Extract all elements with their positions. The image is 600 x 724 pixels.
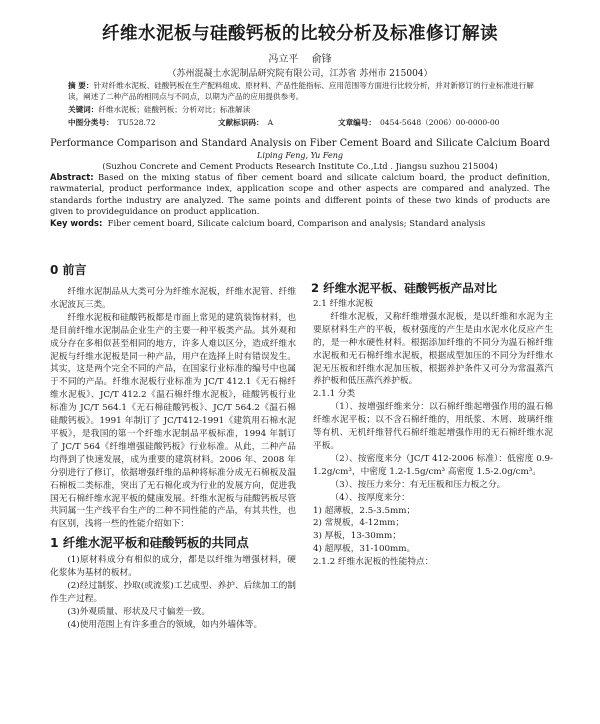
list-item: （1）、按增强纤维来分：以石棉纤维起增强作用的温石棉纤维水泥平板；以不含石棉纤维的，用纸浆、木屑、玻璃纤维等有机、无机纤维替代石棉纤维起增强作用的无石棉纤维水泥平板。: [313, 402, 553, 451]
list-item: (3)外观质量、形状及尺寸偏差一致。: [67, 606, 211, 617]
keywords-cn: [68, 104, 548, 115]
left-column: [50, 262, 296, 632]
english-keywords-label: Key words:: [50, 218, 103, 228]
english-keywords: [50, 218, 550, 228]
doc-code-value: A: [267, 118, 274, 127]
list-item: 3) 厚板，13-30mm；: [313, 531, 401, 542]
subsection-heading: 2.1 纤维水泥板: [313, 299, 374, 309]
list-item: (4)使用范围上有许多重合的领域，如内外墙体等。: [67, 619, 263, 630]
abstract-cn-label: 摘 要：: [68, 81, 94, 90]
paper-title: 纤维水泥板与硅酸钙板的比较分析及标准修订解读: [102, 24, 498, 44]
article-id: [338, 117, 499, 128]
subsection-heading: 2.1.1 分类: [313, 389, 356, 400]
clc-label: 中图分类号：: [68, 118, 114, 127]
english-abstract-text: Based on the mixing status of fiber cement board and silicate calcium board, the product definition, rawmaterial, product performance index, application scope and other aspects are compared and analyzed. The standards forthe industry are analyzed. The same points and different points of these two kinds of products are given to provideguidance on product application.: [50, 172, 550, 217]
abstract-cn: [68, 80, 548, 102]
english-authors: Liping Feng, Yu Feng: [257, 151, 343, 160]
keywords-cn-text: 纤维水泥板；硅酸钙板；分析对比；标准解读: [98, 105, 251, 114]
english-abstract: [50, 172, 550, 218]
section-heading-2: 2 纤维水泥平板、硅酸钙板产品对比: [311, 281, 498, 295]
list-item: (2)经过制浆、抄取(或流浆)工艺成型、养护、后续加工的制作生产过程。: [50, 581, 296, 604]
subsection-heading: 2.1.2 纤维水泥板的性能特点：: [313, 557, 434, 568]
english-title: Performance Comparison and Standard Analysis on Fiber Cement Board and Silicate Calcium Board: [50, 138, 550, 149]
abstract-cn-text: 针对纤维水泥板、硅酸钙板在生产配料组成、原材料、产品性能指标、应用范围等方面进行比较分析，并对新修订的行业标准进行解读，阐述了二种产品的相同点与不同点，以期为产品的应用提供参考。: [68, 81, 534, 101]
list-item: 4) 超厚板，31-100mm。: [313, 544, 416, 555]
list-item: 1) 超薄板，2.5-3.5mm；: [313, 505, 416, 516]
section-heading-1: 1 纤维水泥平板和硅酸钙板的共同点: [50, 535, 249, 551]
keywords-cn-label: 关键词：: [68, 105, 99, 114]
section-heading-intro: 0 前言: [50, 263, 87, 277]
doc-code-label: 文献标识码：: [218, 118, 264, 127]
clc-code: [68, 117, 156, 128]
english-affiliation: (Suzhou Concrete and Cement Products Research Institute Co.,Ltd . Jiangsu suzhou 215004): [102, 161, 498, 171]
authors-cn: 冯立平 俞锋: [268, 54, 332, 65]
list-item: （3）、按压力来分：有无压板和压力板之分。: [330, 479, 506, 490]
doc-code: [218, 117, 273, 128]
english-keywords-text: Fiber cement board, Silicate calcium board, Comparison and analysis; Standard analysis: [102, 218, 486, 228]
list-item: (1)原材料成分有相似的成分，都是以纤维为增强材料，硬化浆体为基材的板材。: [50, 555, 296, 579]
affiliation-cn: （苏州混凝土水泥制品研究院有限公司，江苏省 苏州市 215004）: [167, 69, 433, 79]
list-item: 2) 常规板，4-12mm；: [313, 518, 405, 529]
article-id-value: 0454-5648（2006）00-0000-00: [379, 118, 500, 127]
body-paragraph: 纤维水泥板，又称纤维增强水泥板，是以纤维和水泥为主要原材料生产的平板，板材强度的产生是由水泥水化反应产生的，是一种水硬性材料。根据添加纤维的不同分为温石棉纤维水泥板和无石棉纤维水泥板，根据成型加压的不同分为纤维水泥无压板和纤维水泥加压板，根据养护条件又可分为常温蒸汽养护板和低压蒸汽养护板。: [313, 311, 553, 387]
list-item: （4）、按厚度来分：: [330, 492, 410, 503]
english-abstract-label: Abstract:: [50, 172, 94, 182]
body-paragraph: 纤维水泥制品从大类可分为纤维水泥板，纤维水泥管、纤维水泥波瓦三类。: [50, 287, 296, 310]
body-paragraph: 纤维水泥板和硅酸钙板都是市面上常见的建筑装饰材料，也是目前纤维水泥制品企业生产的主要一种平板类产品。其外观和成分存在多相似甚至相同的地方，许多人难以区分，造成纤维水泥板与纤维水泥板是同一种产品，用户在选择上时有错误发生。其实，这是两个完全不同的产品，在国家行业标准的编号中也属于不同的产品。纤维水泥板行业标准为 JC/T 412.1《无石棉纤维水泥板》、JC/T 412.2《温石棉纤维水泥板》，硅酸钙板行业标准为 JC/T 564.1《无石棉硅酸钙板》、JC/T 564.2《温石棉硅酸钙板》。1991 年制订了 JC/T412-1991《建筑用石棉水泥平板》，是我国的第一个纤维水泥制品平板标准，1994 年制订了 JC/T 564《纤维增强硅酸钙板》行业标准。从此，二种产品均得到了快速发展，成为重要的建筑材料。2006 年、2008 年分别进行了修订，依据增强纤维的品种将标准分成无石棉板及温石棉板二类标准，突出了无石棉化或为行业的发展方向，促进我国无石棉纤维水泥平板的健康发展。纤维水泥板与硅酸钙板尽管共同属一生产线平台生产的二种不同性能的产品，有其共性，也有区别，浅将一些的性能介绍如下：: [50, 312, 296, 530]
right-column: [313, 281, 553, 569]
article-id-label: 文章编号：: [338, 118, 376, 127]
list-item: （2）、按密度来分（JC/T 412-2006 标准）：低密度 0.9-1.2g/cm³，中密度 1.2-1.5g/cm³ 高密度 1.5-2.0g/cm³。: [313, 453, 553, 477]
clc-value: TU528.72: [117, 118, 156, 127]
